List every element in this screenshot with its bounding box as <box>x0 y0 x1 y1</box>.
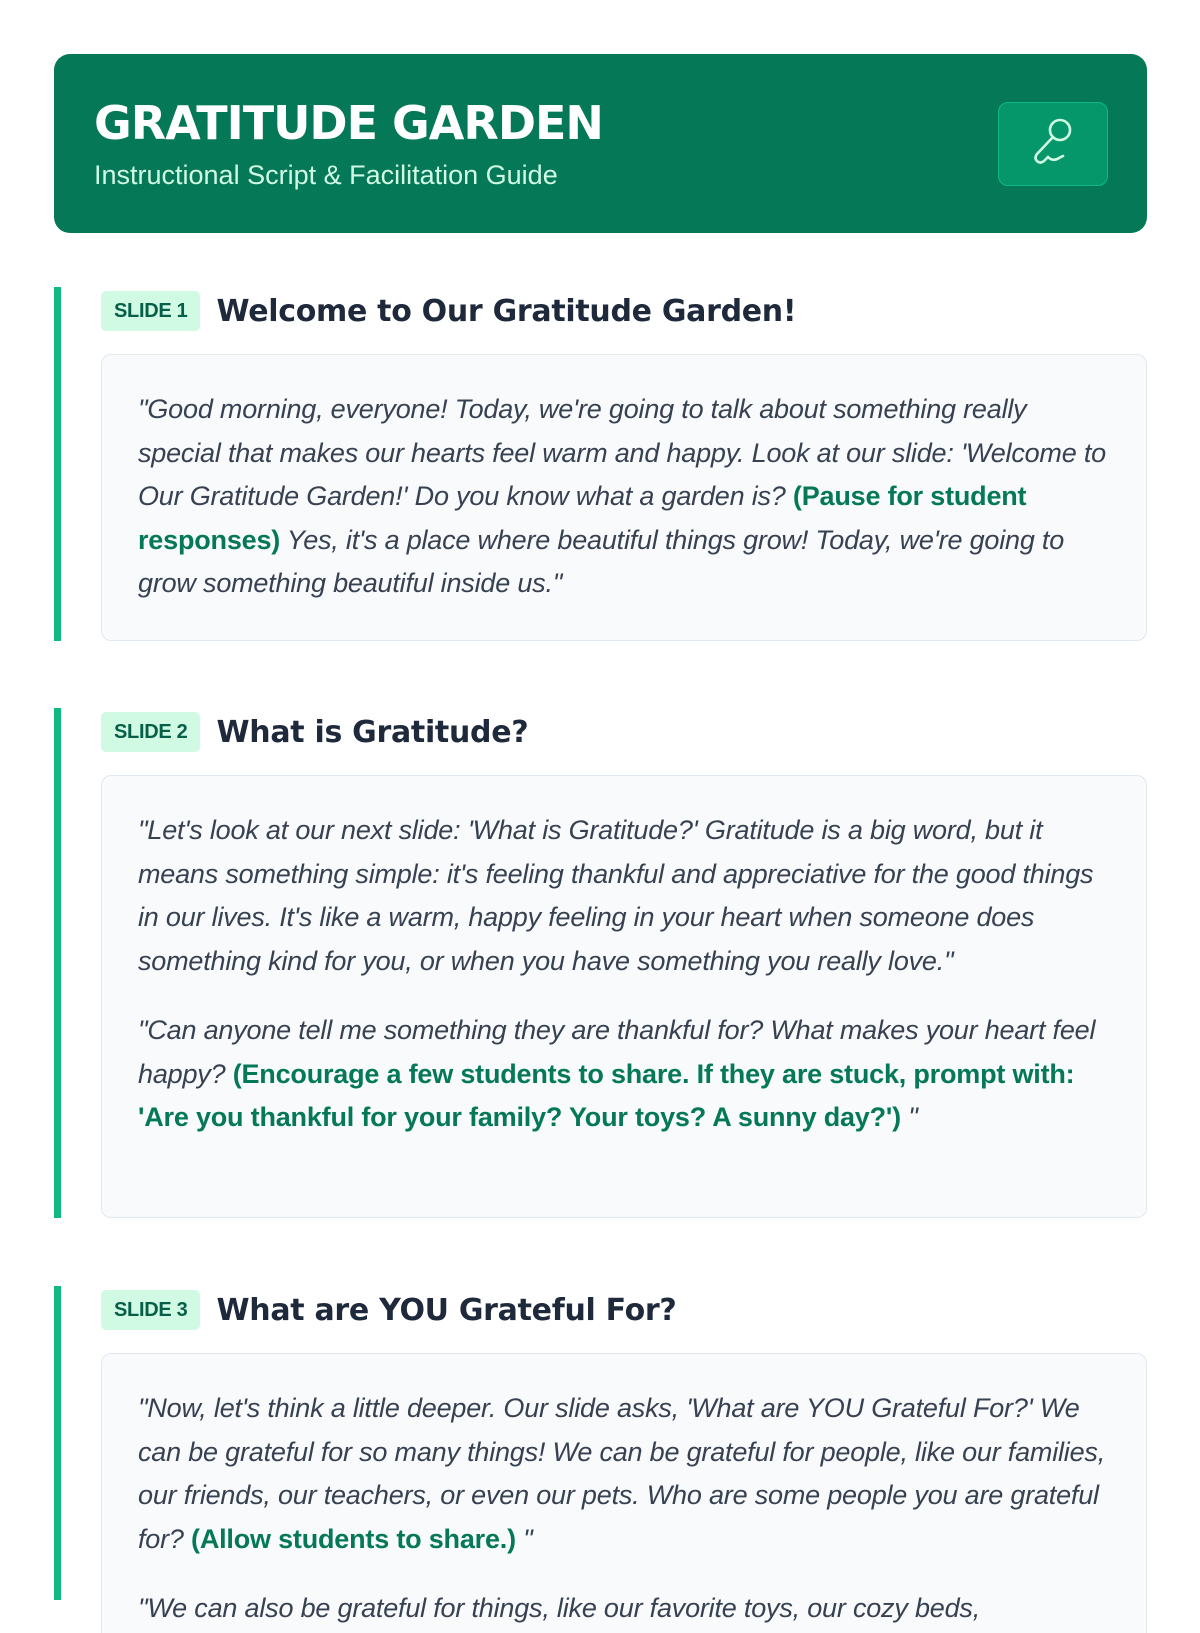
page-subtitle: Instructional Script & Facilitation Guide <box>94 160 558 190</box>
slide-badge: SLIDE 3 <box>101 1290 200 1330</box>
microphone-button[interactable] <box>998 102 1108 186</box>
script-text: "We can also be grateful for things, like our favorite toys, our cozy beds, <box>138 1593 981 1623</box>
slide-accent-bar <box>54 1286 61 1600</box>
slide-title: What are YOU Grateful For? <box>216 1292 677 1328</box>
script-box <box>101 1353 1147 1633</box>
script-box <box>101 775 1147 1218</box>
slide-accent-bar <box>54 708 61 1218</box>
script-paragraph <box>138 809 1116 983</box>
page-title: GRATITUDE GARDEN <box>94 96 603 150</box>
script-text: Yes, it's a place where beautiful things grow! Today, we're going to grow something beautiful inside us." <box>138 524 1065 598</box>
facilitation-cue: (Encourage a few students to share. If they are stuck, prompt with: 'Are you thankful for your family? Your toys? A sunny day?') <box>138 1058 1075 1132</box>
microphone-icon <box>1031 116 1075 173</box>
slide-accent-bar <box>54 287 61 641</box>
script-text: "Now, let's think a little deeper. Our slide asks, 'What are YOU Grateful For?' We can be grateful for so many things! We can be grateful for people, like our families, our friends, our teachers, or even our pets. Who are some people you are grateful for? <box>138 1393 1106 1554</box>
script-paragraph <box>138 388 1116 606</box>
slide-header <box>101 290 796 332</box>
script-text: " <box>900 1102 918 1132</box>
facilitation-cue: (Allow students to share.) <box>191 1523 516 1554</box>
slide-badge: SLIDE 2 <box>101 712 200 752</box>
slide-header <box>101 1289 677 1331</box>
script-box <box>101 354 1147 641</box>
slide-section-1 <box>54 287 1147 641</box>
slide-badge: SLIDE 1 <box>101 291 200 331</box>
slide-section-3 <box>54 1286 1147 1623</box>
script-text: " <box>515 1523 533 1554</box>
facilitation-cue: (Pause for student responses) <box>138 481 1027 555</box>
script-paragraph <box>138 1387 1116 1561</box>
script-text: "Let's look at our next slide: 'What is Gratitude?' Gratitude is a big word, but it means something simple: it's feeling thankful and appreciative for the good things in our lives. It's like a warm, happy feeling in your heart when someone does something kind for you, or when you have something you really love." <box>138 815 1094 976</box>
slide-section-2 <box>54 708 1147 1218</box>
script-text: "Good morning, everyone! Today, we're going to talk about something really special that makes our hearts feel warm and happy. Look at our slide: 'Welcome to Our Gratitude Garden!' Do you know what a garden is? <box>138 394 1106 511</box>
script-paragraph <box>138 1009 1116 1140</box>
slide-header <box>101 711 528 753</box>
script-paragraph <box>138 1587 1116 1631</box>
page-header <box>54 54 1147 233</box>
slide-title: What is Gratitude? <box>216 714 529 750</box>
slide-title: Welcome to Our Gratitude Garden! <box>216 293 797 329</box>
script-text: "Can anyone tell me something they are thankful for? What makes your heart feel happy? <box>138 1015 1096 1089</box>
